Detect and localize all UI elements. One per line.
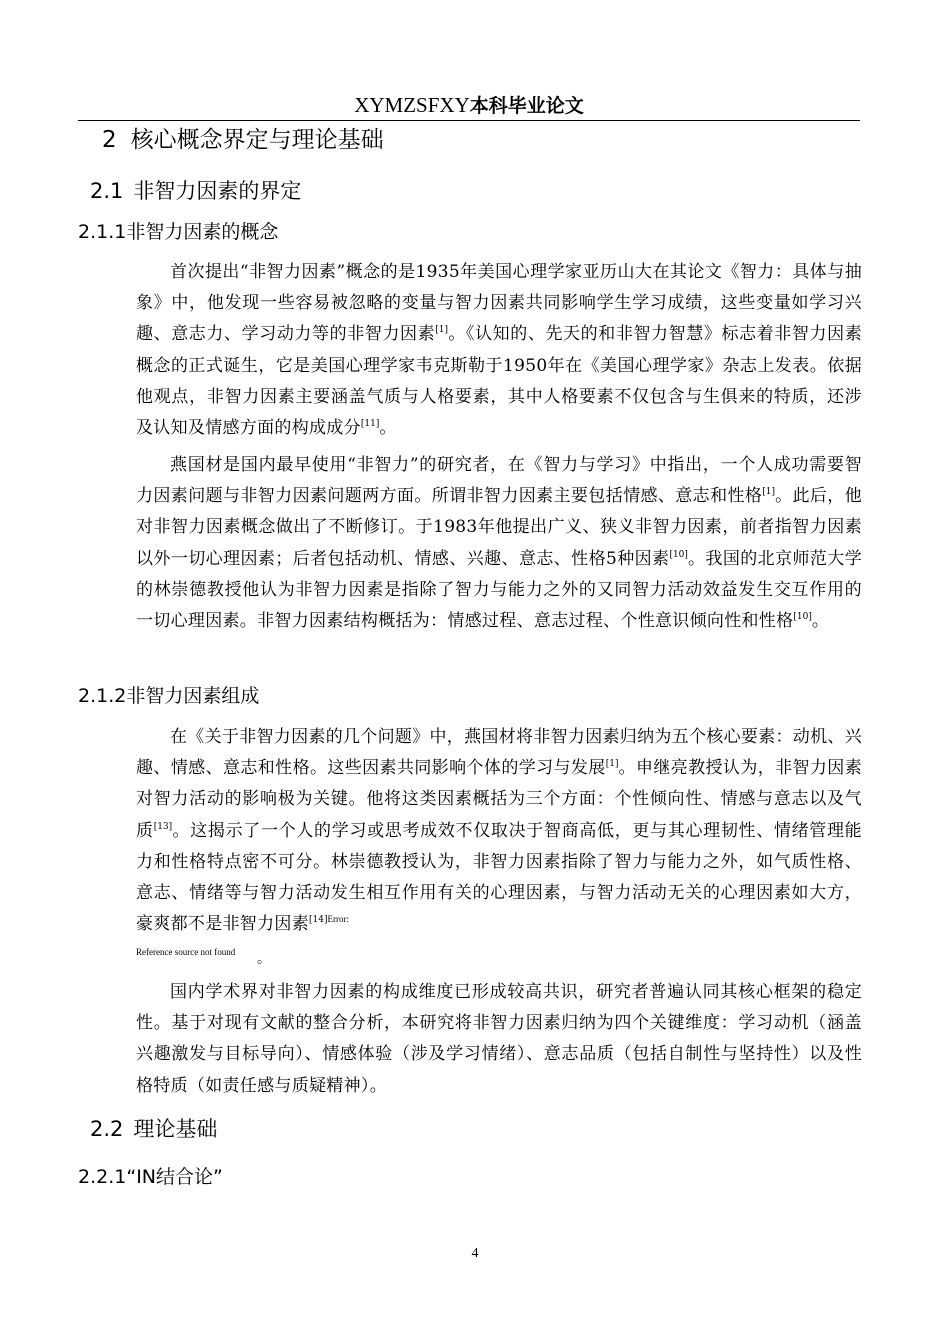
citation: [14]	[309, 915, 328, 926]
paragraph-text: 在《关于非智力因素的几个问题》中，燕国材将非智力因素归纳为五个核心要素：动机、兴趣、情感、意志和性格。这些因素共同影响个体的学习与发展	[136, 727, 862, 779]
subsection-title: 非智力因素的概念	[126, 221, 279, 243]
subsection-heading-2-1-2	[78, 682, 259, 710]
paragraph-text: 燕国材是国内最早使用“非智力”的研究者，在《智力与学习》中指出，一个人成功需要智力因素问题与非智力因素问题两方面。所谓非智力因素主要包括情感、意志和性格	[136, 455, 862, 507]
paragraph-1	[136, 257, 862, 444]
citation: [10]	[793, 612, 812, 623]
paragraph-text: 。我国的北京师范大学的林崇德教授他认为非智力因素是指除了智力与能力之外的又同智力活动效益发生交互作用的一切心理因素。非智力因素结构概括为：情感过程、意志过程、个性意识倾向性和性格	[136, 548, 862, 632]
paragraph-text: 。此后，他对非智力因素概念做出了不断修订。于1983年他提出广义、狭义非智力因素，前者指智力因素以外一切心理因素；后者包括动机、情感、兴趣、意志、性格5种因素	[136, 486, 862, 569]
paragraph-2	[136, 450, 862, 637]
paragraph-text: 。《认知的、先天的和非智力智慧》标志着非智力因素概念的正式诞生，它是美国心理学家韦克斯勒于1950年在《美国心理学家》杂志上发表。依据他观点，非智力因素主要涵盖气质与人格要素，其中人格要素不仅包含与生俱来的特质，还涉及认知及情感方面的构成成分	[136, 324, 862, 439]
citation: [11]	[360, 419, 380, 430]
chapter-title: 核心概念界定与理论基础	[130, 127, 384, 153]
subsection-heading-2-2-1	[78, 1163, 223, 1191]
section-number: 2.1	[90, 179, 124, 203]
subsection-title: 非智力因素组成	[126, 685, 260, 707]
citation: [1]	[435, 325, 449, 336]
subsection-number: 2.1.1	[78, 221, 127, 243]
citation: [10]	[669, 549, 688, 560]
paragraph-3	[136, 722, 862, 940]
paragraph-text: 。	[811, 611, 830, 632]
citation: [1]	[762, 487, 776, 498]
header-title: 本科毕业论文	[469, 95, 584, 117]
reference-error-text: Error:	[327, 914, 349, 925]
header-rule	[78, 120, 860, 121]
section-title: 非智力因素的界定	[133, 179, 302, 203]
paragraph-end-mark: 。	[257, 951, 271, 967]
chapter-heading	[102, 124, 384, 156]
section-heading-2-1	[90, 176, 301, 206]
paragraph-text: 。这揭示了一个人的学习或思考成效不仅取决于智商高低，更与其心理韧性、情绪管理能力和性格特点密不可分。林崇德教授认为，非智力因素指除了智力与能力之外，如气质性格、意志、情绪等与智力活动发生相互作用有关的心理因素，与智力活动无关的心理因素如大方，豪爽都不是非智力因素	[136, 820, 862, 935]
subsection-number: 2.2.1	[78, 1166, 127, 1188]
chapter-number: 2	[102, 127, 117, 153]
section-title: 理论基础	[133, 1117, 218, 1141]
section-heading-2-2	[90, 1114, 217, 1144]
page-number: 4	[471, 1246, 479, 1261]
paragraph-text: 。申继亮教授认为，非智力因素对智力活动的影响极为关键。他将这类因素概括为三个方面：个性倾向性、情感与意志以及气质	[136, 758, 862, 841]
paragraph-text: 首次提出“非智力因素”概念的是1935年美国心理学家亚历山大在其论文《智力：具体与抽象》中，他发现一些容易被忽略的变量与智力因素共同影响学生学习成绩，这些变量如学习兴趣、意志力、学习动力等的非智力因素	[136, 262, 862, 345]
header-code: XYMZSFXY	[354, 93, 470, 117]
paragraph-text: 。	[379, 418, 397, 439]
running-header	[78, 92, 860, 119]
citation: [1]	[605, 759, 619, 770]
citation: [13]	[153, 821, 173, 832]
subsection-number: 2.1.2	[78, 685, 127, 707]
subsection-title: “IN结合论”	[126, 1166, 223, 1188]
section-number: 2.2	[90, 1117, 124, 1141]
paragraph-4	[136, 977, 862, 1102]
reference-error-line: Reference source not found	[136, 947, 236, 957]
paragraph-text: 国内学术界对非智力因素的构成维度已形成较高共识，研究者普遍认同其核心框架的稳定性。基于对现有文献的整合分析，本研究将非智力因素归纳为四个关键维度：学习动机（涵盖兴趣激发与目标导向）、情感体验（涉及学习情绪）、意志品质（包括自制性与坚持性）以及性格特质（如责任感与质疑精神）。	[136, 982, 862, 1096]
subsection-heading-2-1-1	[78, 218, 278, 246]
